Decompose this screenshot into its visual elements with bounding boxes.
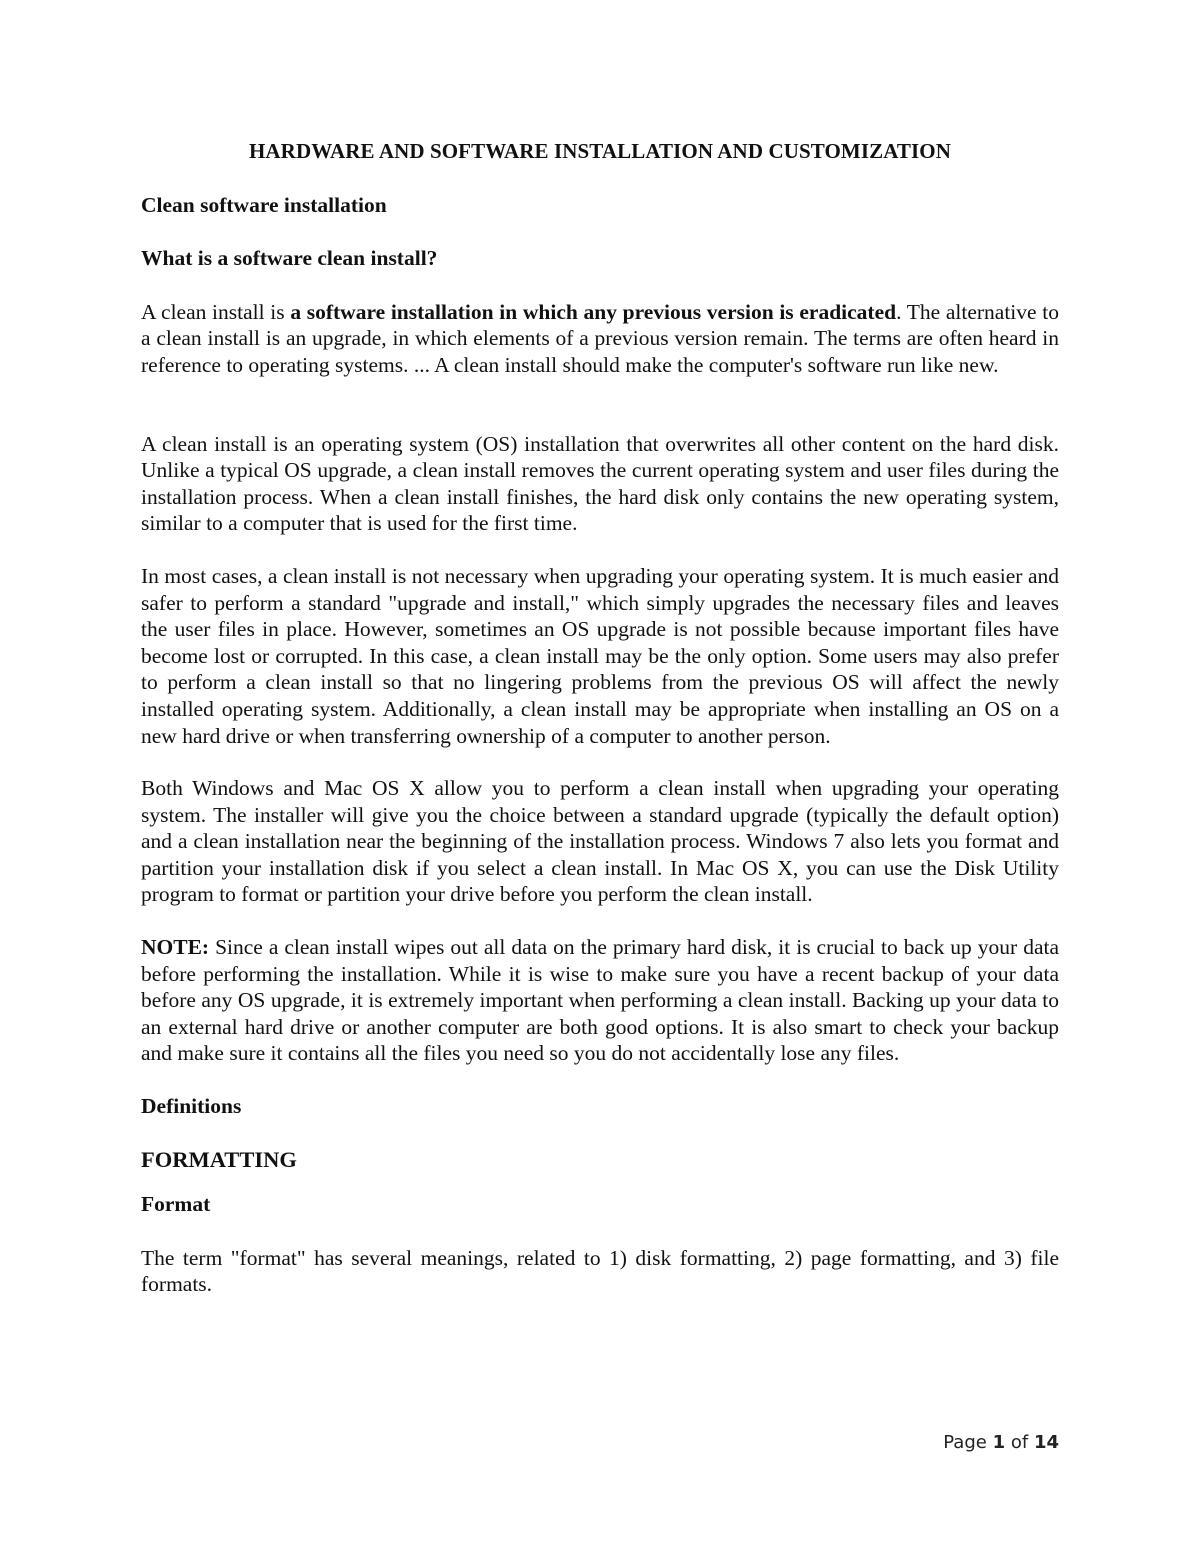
paragraph-definition-lead: A clean install is: [141, 299, 291, 324]
document-body: [141, 138, 1059, 1324]
note-label: NOTE:: [141, 935, 210, 960]
paragraph-note: [141, 934, 1059, 1067]
section-heading-clean-install: Clean software installation: [141, 192, 387, 217]
definitions-heading: Definitions: [141, 1094, 242, 1119]
page-footer: [943, 1432, 1059, 1453]
formatting-heading: FORMATTING: [141, 1146, 297, 1172]
paragraph-definition-bold: a software installation in which any previous version is eradicated: [290, 299, 897, 324]
page-label: Page: [943, 1432, 987, 1453]
page-total: 14: [1033, 1432, 1059, 1453]
document-title: HARDWARE AND SOFTWARE INSTALLATION AND CUSTOMIZATION: [248, 139, 951, 163]
paragraph-os-install: A clean install is an operating system (OS) installation that overwrites all other content on the hard disk. Unlike a typical OS upgrade, a clean install removes the current operating system and user files during the installation process. When a clean install finishes, the hard disk only contains the new operating system, similar to a computer that is used for the first time.: [141, 431, 1059, 536]
paragraph-definition: [141, 299, 1059, 379]
paragraph-definition-rest: . The alternative to a clean install is an upgrade, in which elements of a previous version remain. The terms are often heard in reference to operating systems. ... A clean install should make the computer's software run like new.: [141, 299, 1059, 377]
format-heading: Format: [141, 1192, 211, 1217]
note-text: Since a clean install wipes out all data on the primary hard disk, it is crucial to back up your data before performing the installation. While it is wise to make sure you have a recent backup of your data before any OS upgrade, it is extremely important when performing a clean install. Backing up your data to an external hard drive or another computer are both good options. It is also smart to check your backup and make sure it contains all the files you need so you do not accidentally lose any files.: [141, 935, 1059, 1066]
of-label: of: [1010, 1432, 1029, 1453]
paragraph-windows-mac: Both Windows and Mac OS X allow you to perform a clean install when upgrading your operating system. The installer will give you the choice between a standard upgrade (typically the default option) and a clean installation near the beginning of the installation process. Windows 7 also lets you format and partition your installation disk if you select a clean install. In Mac OS X, you can use the Disk Utility program to format or partition your drive before you perform the clean install.: [141, 776, 1059, 907]
paragraph-most-cases: In most cases, a clean install is not necessary when upgrading your operating system. It is much easier and safer to perform a standard "upgrade and install," which simply upgrades the necessary files and leaves the user files in place. However, sometimes an OS upgrade is not possible because important files have become lost or corrupted. In this case, a clean install may be the only option. Some users may also prefer to perform a clean install so that no lingering problems from the previous OS will affect the newly installed operating system. Additionally, a clean install may be appropriate when installing an OS on a new hard drive or when transferring ownership of a computer to another person.: [141, 563, 1059, 748]
paragraph-format-meanings: The term "format" has several meanings, related to 1) disk formatting, 2) page formatting, and 3) file formats.: [141, 1245, 1059, 1297]
page-number: 1: [992, 1432, 1006, 1453]
question-heading: What is a software clean install?: [141, 246, 438, 271]
